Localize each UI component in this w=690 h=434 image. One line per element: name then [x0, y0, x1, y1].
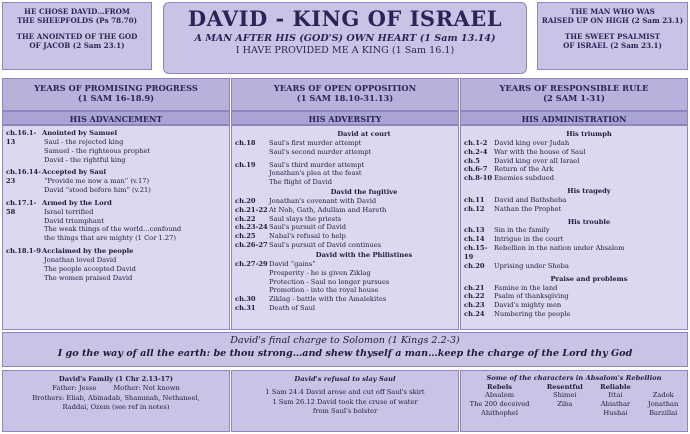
group-member: Ahithophel [481, 408, 519, 417]
family-box [2, 370, 230, 432]
item-text: Intrigue in the court [494, 235, 564, 244]
item-ref: ch.2-4 [464, 147, 488, 156]
section-title: Acclaimed by the people [42, 247, 134, 256]
item-text: David king over all Israel [494, 156, 580, 165]
refusal-box [231, 370, 459, 432]
left-box-line3: THE ANOINTED OF THE GOD [16, 32, 138, 41]
item-ref: ch.21 [464, 283, 485, 292]
list-item [235, 223, 455, 232]
item-text: War with the house of Saul [494, 147, 586, 156]
section-acclaimed [6, 247, 226, 282]
right-box-line3: THE SWEET PSALMIST [564, 32, 661, 41]
middle-column-heading [231, 78, 459, 111]
section-ref: ch.17.1-58 [6, 198, 37, 216]
item-text: Rebellion in the nation under Absalom [494, 244, 625, 253]
group-name [648, 383, 678, 392]
section-ref: ch.16.14-23 [6, 168, 41, 186]
group-name: Reliable [600, 382, 631, 391]
item-text: David “gains” [269, 259, 316, 268]
item-ref: ch.18 [235, 138, 256, 147]
section-title: Armed by the Lord [42, 198, 112, 207]
list-item [235, 241, 455, 250]
list-item [235, 139, 455, 157]
item-ref: ch.13 [464, 226, 485, 235]
group-member: Jonathan [648, 400, 679, 409]
group-member: Zadok [652, 391, 674, 400]
group-member: Shimei [553, 391, 577, 400]
item-ref: ch.22 [235, 214, 256, 223]
item-ref: ch.14 [464, 235, 485, 244]
item-text: Nathan the Prophet [494, 204, 562, 213]
item-ref: ch.1-2 [464, 138, 488, 147]
item-ref: ch.22 [464, 292, 485, 301]
item-ref: ch.12 [464, 204, 485, 213]
item-ref: ch.8-10 [464, 174, 492, 183]
section-line: David triumphant [44, 216, 104, 225]
fugitive-heading: David the fugitive [330, 188, 398, 197]
triumph-heading: His triumph [566, 130, 612, 138]
list-item [464, 235, 684, 244]
group-member: The 200 deceived [469, 400, 530, 409]
left-box-line1: HE CHOSE DAVID…FROM [24, 7, 130, 16]
item-text: Saul's third murder attempt [269, 160, 365, 169]
left-column-subheading: HIS ADVANCEMENT [2, 111, 230, 125]
item-text: Nabal's refusal to help [269, 232, 346, 241]
item-ref: ch.27-29 [235, 259, 268, 268]
middle-heading-range: (1 SAM 18.10-31.13) [296, 93, 394, 104]
item-ref: ch.5 [464, 156, 480, 165]
philistines-heading: David with the Philistines [315, 250, 413, 259]
item-text: Jonathan's covenant with David [269, 196, 377, 205]
item-ref: ch.6-7 [464, 165, 488, 174]
item-ref: ch.21-22 [235, 205, 268, 214]
item-text: Protection - Saul no longer pursues [269, 277, 390, 286]
item-text: Sin in the family [494, 226, 550, 235]
item-text: David king over Judah [494, 138, 570, 147]
left-heading-text: YEARS OF PROMISING PROGRESS [34, 83, 198, 93]
section-line: The weak things of the world…confound [44, 225, 182, 234]
group-member: Ittai [608, 391, 623, 400]
left-title-box [2, 2, 152, 70]
characters-box [460, 370, 688, 432]
item-text: At Nob, Gath, Adullam and Hareth [269, 205, 387, 214]
title-subtitle-1: A MAN AFTER HIS (GOD'S) OWN HEART (1 Sam 13.14) [194, 33, 496, 44]
court-heading: David at court [337, 130, 391, 138]
administration-panel [460, 125, 688, 330]
tragedy-heading: His tragedy [567, 187, 611, 196]
section-line: “Provide me now a man” (v.17) [44, 177, 150, 186]
section-line: Israel terrified [44, 207, 94, 216]
refusal-line-2: 1 Sam 26.12 David took the cruse of water [272, 397, 418, 406]
item-text: Saul slays the priests [269, 214, 342, 223]
list-item [464, 196, 684, 205]
list-item [235, 260, 455, 269]
item-text: Numbering the people [494, 310, 571, 319]
section-title: Accepted by Saul [42, 168, 107, 177]
middle-heading-text: YEARS OF OPEN OPPOSITION [273, 83, 417, 93]
list-item [464, 148, 684, 157]
final-charge-quote: I go the way of all the earth: be thou strong…and shew thyself a man…keep the charge of the Lord thy God [57, 348, 633, 359]
section-line: the things that are mighty (1 Cor 1.27) [44, 234, 177, 243]
item-text: Prosperity - he is given Ziklag [269, 268, 371, 277]
list-item [235, 232, 455, 241]
section-title: Anointed by Samuel [42, 129, 118, 137]
item-ref [235, 269, 269, 278]
group-member: Barzillai [649, 408, 678, 417]
group-reliable-continued [648, 383, 678, 418]
list-item [464, 301, 684, 310]
section-line: Samuel - the righteous prophet [44, 146, 151, 155]
characters-groups [461, 383, 687, 418]
group-member: Ziba [557, 400, 573, 409]
right-box-line4: OF ISRAEL (2 Sam 23.1) [563, 41, 662, 50]
adversity-panel [231, 125, 459, 330]
item-text: Saul's pursuit of David [269, 223, 347, 232]
item-ref: ch.20 [235, 196, 256, 205]
group-resentful [547, 383, 583, 418]
item-text: Jonathan's plea at the feast [269, 169, 362, 178]
advancement-panel [2, 125, 230, 330]
item-ref: ch.23-24 [235, 223, 268, 232]
list-item [464, 157, 684, 166]
list-item [464, 139, 684, 148]
refusal-line-1: 1 Sam 24.4 David arose and cut off Saul's skirt [265, 388, 425, 397]
page-title: DAVID - KING OF ISRAEL [187, 6, 503, 31]
item-text: Saul's first murder attempt [269, 138, 362, 147]
list-item [464, 310, 684, 319]
trouble-heading: His trouble [567, 217, 611, 226]
right-heading-range: (2 SAM 1-31) [543, 93, 605, 104]
group-member: Abiathar [600, 400, 631, 409]
item-text: Famine in the land [494, 283, 558, 292]
main-title-box [163, 2, 527, 74]
item-ref: ch.19 [235, 160, 256, 169]
list-item [464, 244, 684, 262]
left-heading-range: (1 SAM 16-18.9) [77, 93, 155, 104]
title-subtitle-2: I HAVE PROVIDED ME A KING (1 Sam 16.1) [235, 45, 455, 56]
praise-heading: Praise and problems [550, 274, 628, 283]
list-item [235, 286, 455, 295]
list-item [464, 165, 684, 174]
list-item [235, 197, 455, 206]
family-brothers-2: Raddai, Ozem (see ref in notes) [62, 403, 170, 412]
item-text: David and Bathsheba [494, 195, 567, 204]
list-item [464, 284, 684, 293]
section-ref: ch.16.1-13 [6, 129, 37, 146]
item-text: Enemies subdued [494, 174, 554, 183]
section-ref: ch.18.1-9 [6, 247, 41, 256]
list-item [235, 278, 455, 287]
left-column-heading [2, 78, 230, 111]
section-line: The women praised David [44, 273, 133, 282]
list-item [235, 304, 455, 313]
characters-title: Some of the characters in Absalom's Rebellion [486, 374, 662, 382]
group-name: Rebels [487, 382, 513, 391]
list-item [464, 205, 684, 214]
item-text: The flight of David [269, 178, 333, 187]
item-ref: ch.26-27 [235, 241, 268, 250]
list-item [464, 292, 684, 301]
refusal-title: David's refusal to slay Saul [294, 375, 396, 383]
family-title: David's Family (1 Chr 2.13-17) [58, 375, 174, 383]
group-name: Resentful [546, 382, 583, 391]
middle-column-subheading: HIS ADVERSITY [231, 111, 459, 125]
right-box-line2: RAISED UP ON HIGH (2 Sam 23.1) [541, 16, 684, 25]
item-ref: ch.31 [235, 304, 256, 313]
final-charge-banner [2, 332, 688, 367]
item-ref: ch.15-19 [464, 244, 488, 261]
section-line: David - the rightful king [44, 155, 126, 164]
item-text: Ziklag - battle with the Amalekites [269, 295, 387, 304]
item-ref: ch.20 [464, 261, 485, 270]
right-column-heading [460, 78, 688, 111]
refusal-line-3: from Saul's bolster [312, 407, 378, 416]
item-ref: ch.11 [464, 195, 485, 204]
section-line: Jonathan loved David [44, 255, 117, 264]
family-brothers-1: Brothers: Eliab, Abinadab, Shammah, Nethaneel, [32, 393, 200, 402]
item-text: Promotion - into the royal house [269, 286, 379, 295]
item-ref: ch.25 [235, 232, 256, 241]
list-item [235, 206, 455, 215]
item-text: Saul's second murder attempt [269, 147, 372, 156]
group-member: Absalom [485, 391, 515, 400]
item-text: Return of the Ark [494, 165, 554, 174]
item-text: Death of Saul [269, 304, 316, 313]
section-accepted [6, 168, 226, 195]
item-ref [235, 286, 269, 295]
right-box-line1: THE MAN WHO WAS [570, 7, 655, 16]
item-text: Psalm of thanksgiving [494, 292, 569, 301]
item-text: Saul's pursuit of David continues [269, 241, 382, 250]
list-item [464, 226, 684, 235]
item-ref: ch.24 [464, 310, 485, 319]
list-item [464, 262, 684, 271]
section-line: David “stood before him” (v.21) [44, 186, 151, 195]
list-item [235, 269, 455, 278]
section-line: Saul - the rejected king [44, 137, 124, 146]
item-ref [235, 278, 269, 287]
list-item [235, 295, 455, 304]
final-charge-title: David's final charge to Solomon (1 Kings 2.2-3) [230, 335, 460, 346]
left-box-line4: OF JACOB (2 Sam 23.1) [29, 41, 125, 50]
list-item [235, 215, 455, 224]
left-box-line2: THE SHEEPFOLDS (Ps 78.70) [16, 16, 138, 25]
section-anointed [6, 129, 226, 164]
family-parents: Father: Jesse Mother: Not known [52, 384, 180, 393]
section-line: The people accepted David [44, 264, 136, 273]
right-title-box [537, 2, 688, 70]
group-rebels [470, 383, 530, 418]
right-column-subheading: HIS ADMINISTRATION [460, 111, 688, 125]
group-member: Hushai [603, 408, 628, 417]
list-item [235, 161, 455, 188]
right-heading-text: YEARS OF RESPONSIBLE RULE [499, 83, 649, 93]
section-armed [6, 199, 226, 243]
item-text: Uprising under Sheba [494, 261, 569, 270]
item-ref: ch.30 [235, 295, 256, 304]
list-item [464, 174, 684, 183]
item-text: David's mighty men [494, 301, 562, 310]
group-reliable [600, 383, 631, 418]
item-ref: ch.23 [464, 301, 485, 310]
